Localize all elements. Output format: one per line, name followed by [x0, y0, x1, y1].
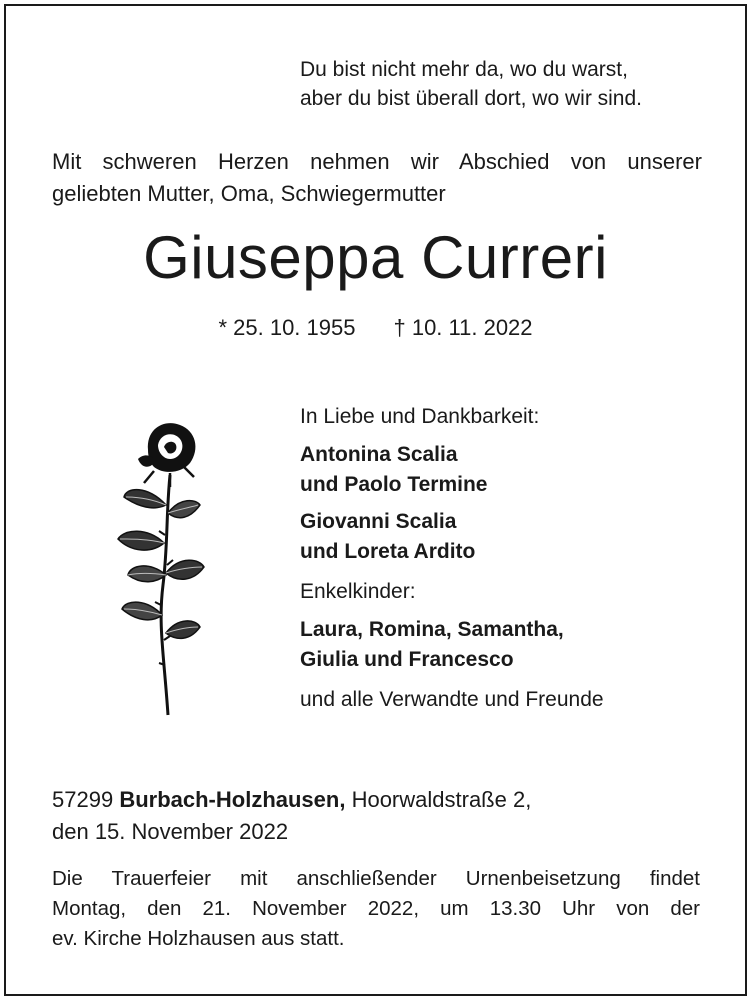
mourner-name: Antonina Scalia	[300, 443, 458, 466]
address-line	[52, 784, 531, 816]
birth-date: * 25. 10. 1955	[218, 315, 356, 340]
intro-text	[52, 146, 702, 210]
service-line-2: Montag, den 21. November 2022, um 13.30 Uhr von der	[52, 897, 700, 920]
mourner-name: und Paolo Termine	[300, 473, 488, 496]
motto-line-2: aber du bist überall dort, wo wir sind.	[300, 87, 642, 110]
street: Hoorwaldstraße 2,	[351, 787, 532, 812]
town: Burbach-Holzhausen,	[119, 787, 346, 812]
service-line-1: Die Trauerfeier mit anschließender Urnenbeisetzung findet	[52, 867, 700, 890]
mourner-name: Giovanni Scalia	[300, 510, 457, 533]
motto	[300, 55, 642, 113]
grandchild-names: Giulia und Francesco	[300, 648, 514, 671]
death-date: † 10. 11. 2022	[393, 315, 533, 340]
intro-line-2: geliebten Mutter, Oma, Schwiegermutter	[52, 181, 446, 206]
address-block	[52, 784, 531, 848]
intro-line-1: Mit schweren Herzen nehmen wir Abschied von unserer	[52, 149, 702, 174]
life-dates	[0, 313, 751, 343]
address-date: den 15. November 2022	[52, 819, 289, 844]
other-mourners: und alle Verwandte und Freunde	[300, 688, 604, 711]
motto-line-1: Du bist nicht mehr da, wo du warst,	[300, 58, 628, 81]
zip-code: 57299	[52, 787, 114, 812]
mourner-name: und Loreta Ardito	[300, 540, 476, 563]
mourners-heading: In Liebe und Dankbarkeit:	[300, 405, 540, 428]
grandchild-names: Laura, Romina, Samantha,	[300, 618, 564, 641]
service-line-3: ev. Kirche Holzhausen aus statt.	[52, 927, 345, 950]
rose-icon	[108, 415, 208, 720]
deceased-name: Giuseppa Curreri	[143, 224, 608, 291]
grandchildren-heading: Enkelkinder:	[300, 580, 416, 603]
service-notice	[52, 864, 700, 954]
mourners-block	[300, 402, 720, 715]
